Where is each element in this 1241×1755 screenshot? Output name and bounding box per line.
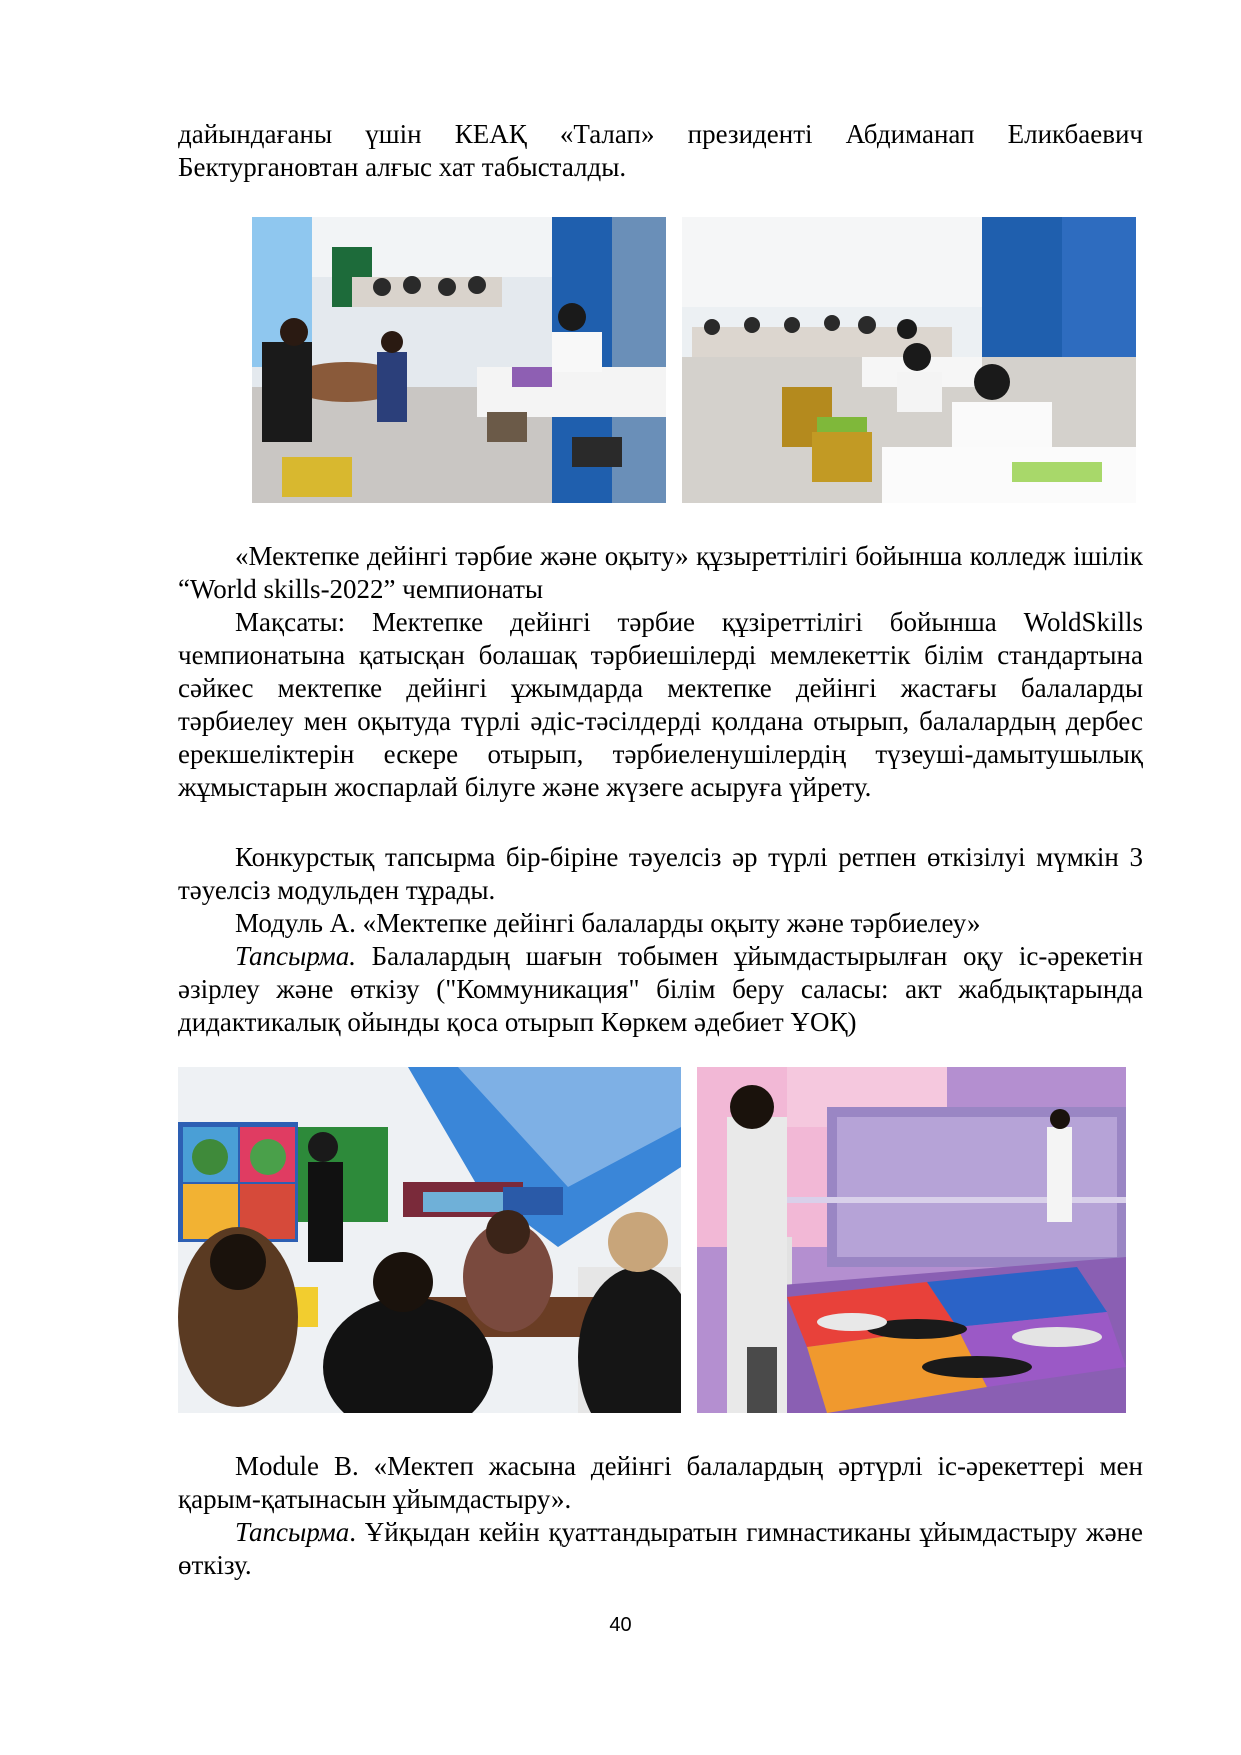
- photo-storytelling-lesson: [178, 1067, 681, 1413]
- paragraph-module-b: Module B. «Мектеп жасына дейінгі балалардың әртүрлі іс-әрекеттері мен қарым-қатынасын ұйымдастыру».: [178, 1451, 1143, 1514]
- paragraph-goal: Мақсаты: Мектепке дейінгі тәрбие құзіреттілігі бойынша WoldSkills чемпионатына қатысқан болашақ тәрбиешілерді мемлекеттік білім стандартына сәйкес мектепке дейінгі ұжымдарда мектепке дейінгі жастағы балаларды тәрбиелеу мен оқытуда түрлі әдіс-тәсілдерді қолдана отырып, балалардың дербес ерекшеліктерін ескере отырып, тәрбиеленушілердің түзеуші-дамытушылық жұмыстарын жоспарлай білуге және жүзеге асыруға үйрету.: [178, 607, 1143, 802]
- classroom-photo-2-image: [682, 217, 1136, 503]
- paragraph-task-b: [178, 1516, 1143, 1582]
- storytelling-photo-image: [178, 1067, 681, 1413]
- task-b-text: . Ұйқыдан кейін қуаттандыратын гимнастиканы ұйымдастыру және өткізу.: [178, 1517, 1143, 1580]
- paragraph-modules-info: Конкурстық тапсырма бір-біріне тәуелсіз әр түрлі ретпен өткізілуі мүмкін 3 тәуелсіз модульден тұрады.: [178, 842, 1143, 905]
- paragraph-acknowledgement: дайындағаны үшін КЕАҚ «Талап» президенті Абдиманап Еликбаевич Бектургановтан алғыс хат табысталды.: [178, 119, 1143, 182]
- paragraph-task-a: [178, 940, 1143, 1039]
- photo-gymnastics-session: [697, 1067, 1126, 1413]
- classroom-photo-1-image: [252, 217, 666, 503]
- page-number: 40: [609, 1614, 632, 1636]
- task-a-label: Тапсырма.: [235, 941, 356, 971]
- photo-classroom-group-work: [252, 217, 666, 503]
- paragraph-module-a: Модуль А. «Мектепке дейінгі балаларды оқыту және тәрбиелеу»: [235, 908, 981, 938]
- task-a-text: Балалардың шағын тобымен ұйымдастырылған оқу іс-әрекетін әзірлеу және өткізу ("Коммуникация" білім беру саласы: акт жабдықтарында дидактикалық ойынды қоса отырып Көркем әдебиет ҰОҚ): [178, 941, 1143, 1037]
- photo-classroom-students-seated: [682, 217, 1136, 503]
- paragraph-championship-title: «Мектепке дейінгі тәрбие және оқыту» құзыреттілігі бойынша колледж ішілік “World skills-2022” чемпионаты: [178, 541, 1143, 604]
- gymnastics-photo-image: [697, 1067, 1126, 1413]
- task-b-label: Тапсырма: [235, 1517, 350, 1547]
